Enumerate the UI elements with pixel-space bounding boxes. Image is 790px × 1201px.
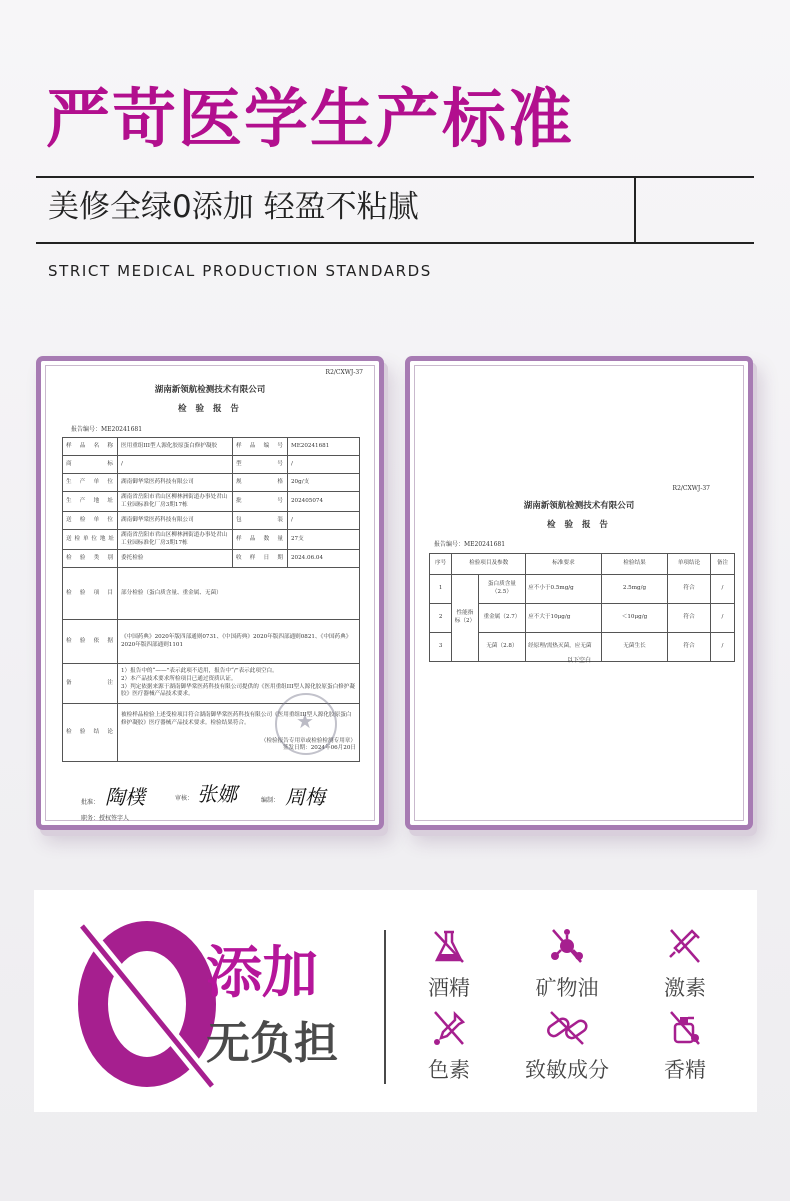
page-title: 严苛医学生产标准 [46,83,574,157]
bottom-divider [36,242,754,244]
signer-position: 职务：授权签字人 [81,815,130,822]
cell-value: / [288,456,360,474]
alcohol-flask-icon [429,926,469,966]
cell-label: 送检单位地址 [63,530,118,550]
zero-slash-icon [72,918,222,1090]
free-item-label: 矿物油 [535,976,599,1000]
cell-no: 3 [430,633,452,662]
cell-label: 包装 [233,512,288,530]
free-item-alcohol [394,926,504,1002]
table-row [63,568,360,620]
cell-label: 检验项目 [63,568,118,620]
remark-line: 3）判定依据来源于湖南御华棠医药科技有限公司提供的《医用重组III型人源化胶原蛋白修护凝胶》医疗器械产品技术要求。 [121,683,355,698]
inspection-report-page-1 [36,356,384,830]
table-row [63,438,360,456]
free-item-label: 色素 [428,1058,470,1082]
free-item-fragrance [630,1008,740,1084]
cell-label: 收样日期 [233,550,288,568]
remark-line: 2）本产品技术要求所检项目已通过资质认证。 [121,675,237,682]
cell-label: 样品编号 [233,438,288,456]
free-item-label: 激素 [664,976,706,1000]
edit-signature: 周梅 [285,785,325,809]
cell-label: 生产单位 [63,474,118,492]
no-burden-heading: 无负担 [206,1018,338,1069]
cell-value: 《中国药典》2020年版四部通则0731、《中国药典》2020年版四部通则0821、《中国药典》2020年版四部通则1101 [118,620,360,664]
cell-result: ＜10μg/g [601,604,667,633]
free-item-hormone [630,926,740,1002]
cell-label: 样品数量 [233,530,288,550]
cell-label: 检验类别 [63,550,118,568]
seal-star-icon: ★ [296,709,314,733]
fragrance-bottle-icon [665,1008,705,1048]
cell-note: / [710,575,734,604]
cell-value: 27支 [288,530,360,550]
zero-additive-heading: 添加 [206,941,318,1006]
cell-value: 20g/支 [288,474,360,492]
cell-result: 无菌生长 [601,633,667,662]
cell-no: 1 [430,575,452,604]
cell-label: 样品名称 [63,438,118,456]
cell-value: 2024.06.04 [288,550,360,568]
review-label: 审核： [175,795,194,802]
column-header: 检验项目及参数 [452,554,526,575]
remark-line: 1）报告中的“——”表示此项不适用，报告中“/”表示此项空白。 [121,668,278,675]
column-header: 单项结论 [668,554,711,575]
cell-value: 医用重组III型人源化胶原蛋白修护凝胶 [118,438,233,456]
pigment-dropper-icon [429,1008,469,1048]
company-name: 湖南新领航检测技术有限公司 [523,501,635,511]
blank-below-note: 以下空白 [566,657,591,664]
cell-no: 2 [430,604,452,633]
cell-value: / [288,512,360,530]
free-item-allergens [512,1008,622,1084]
zero-additive-banner [34,890,757,1112]
company-name: 湖南新领航检测技术有限公司 [154,385,266,395]
cell-label: 备注 [63,664,118,704]
column-header: 标准要求 [526,554,602,575]
free-item-label: 酒精 [428,976,470,1000]
cell-group: 性能指标（2） [452,575,479,662]
cell-value: 湖南省岳阳市君山区柳林洲街道办事处君山工业园标准化厂房3期17栋 [118,530,233,550]
cell-value: 部分检验（蛋白质含量、重金属、无菌） [118,568,360,620]
report-title: 检 验 报 告 [547,520,611,530]
table-row [63,456,360,474]
inspection-report-page-2 [405,356,753,830]
vertical-divider [634,176,636,244]
allergen-capsule-icon [543,1008,591,1048]
review-signature: 张娜 [197,782,237,806]
free-item-mineral-oil [512,926,622,1002]
report-number: 报告编号：ME20241681 [71,426,143,433]
approve-label: 批准： [81,799,100,806]
cell-conclusion: 符合 [668,633,711,662]
subtitle: 美修全绿0添加 轻盈不粘腻 [48,189,419,225]
column-header: 检验结果 [601,554,667,575]
table-row [63,492,360,512]
column-header: 序号 [430,554,452,575]
cell-value: 202405074 [288,492,360,512]
cell-conclusion: 符合 [668,604,711,633]
mineral-oil-molecule-icon [547,926,587,966]
cell-label: 规格 [233,474,288,492]
cell-requirement: 应不小于0.5mg/g [526,575,602,604]
cell-label: 检验依据 [63,620,118,664]
cell-requirement: 应不大于10μg/g [526,604,602,633]
doc-code: R2/CXWJ-37 [325,369,363,376]
cell-value: 湖南省岳阳市君山区柳林洲街道办事处君山工业园标准化厂房3期17栋 [118,492,233,512]
cell-requirement: 经原理/需热灭菌，应无菌 [526,633,602,662]
cell-note: / [710,633,734,662]
doc-code: R2/CXWJ-37 [672,485,710,492]
free-item-label: 致敏成分 [525,1058,609,1082]
table-row [63,530,360,550]
report-number: 报告编号：ME20241681 [434,541,506,548]
cell-label: 商标 [63,456,118,474]
banner-divider [384,930,386,1084]
cell-result: 2.5mg/g [601,575,667,604]
cell-conclusion: 符合 [668,575,711,604]
hormone-syringe-icon [665,926,705,966]
table-row [430,575,735,604]
cell-param: 蛋白质含量（2.5） [478,575,525,604]
cell-value: 委托检验 [118,550,233,568]
cell-value: 湖南御华棠医药科技有限公司 [118,474,233,492]
cell-param: 重金属（2.7） [478,604,525,633]
cell-value: 湖南御华棠医药科技有限公司 [118,512,233,530]
cell-label: 型号 [233,456,288,474]
table-row [63,474,360,492]
seal-note: （检验报告专用章或检验检测专用章） [260,737,356,744]
cell-value: ME20241681 [288,438,360,456]
cell-note: / [710,604,734,633]
cell-param: 无菌（2.8） [478,633,525,662]
cell-label: 生产地址 [63,492,118,512]
table-row [63,512,360,530]
conclusion-text: 被检样品检验上述受检项目符合湖南御华棠医药科技有限公司《医用重组III型人源化胶原蛋白修护凝胶》医疗器械产品技术要求。检验结果符合。 [121,712,352,726]
table-row [63,550,360,568]
column-header: 备注 [710,554,734,575]
top-divider [36,176,754,178]
cell-label: 批号 [233,492,288,512]
table-row [63,620,360,664]
report-title: 检 验 报 告 [178,404,242,414]
free-item-pigment [394,1008,504,1084]
issue-date: 签发日期：2024年06月20日 [282,745,356,752]
cell-label: 检验结论 [63,704,118,762]
edit-label: 编制： [261,797,280,804]
approve-signature: 陶樸 [105,785,145,809]
cell-label: 送检单位 [63,512,118,530]
table-header-row [430,554,735,575]
results-table [429,553,735,662]
free-item-label: 香精 [664,1058,706,1082]
official-seal [275,693,337,755]
cell-value: / [118,456,233,474]
english-subtitle: STRICT MEDICAL PRODUCTION STANDARDS [48,262,432,280]
